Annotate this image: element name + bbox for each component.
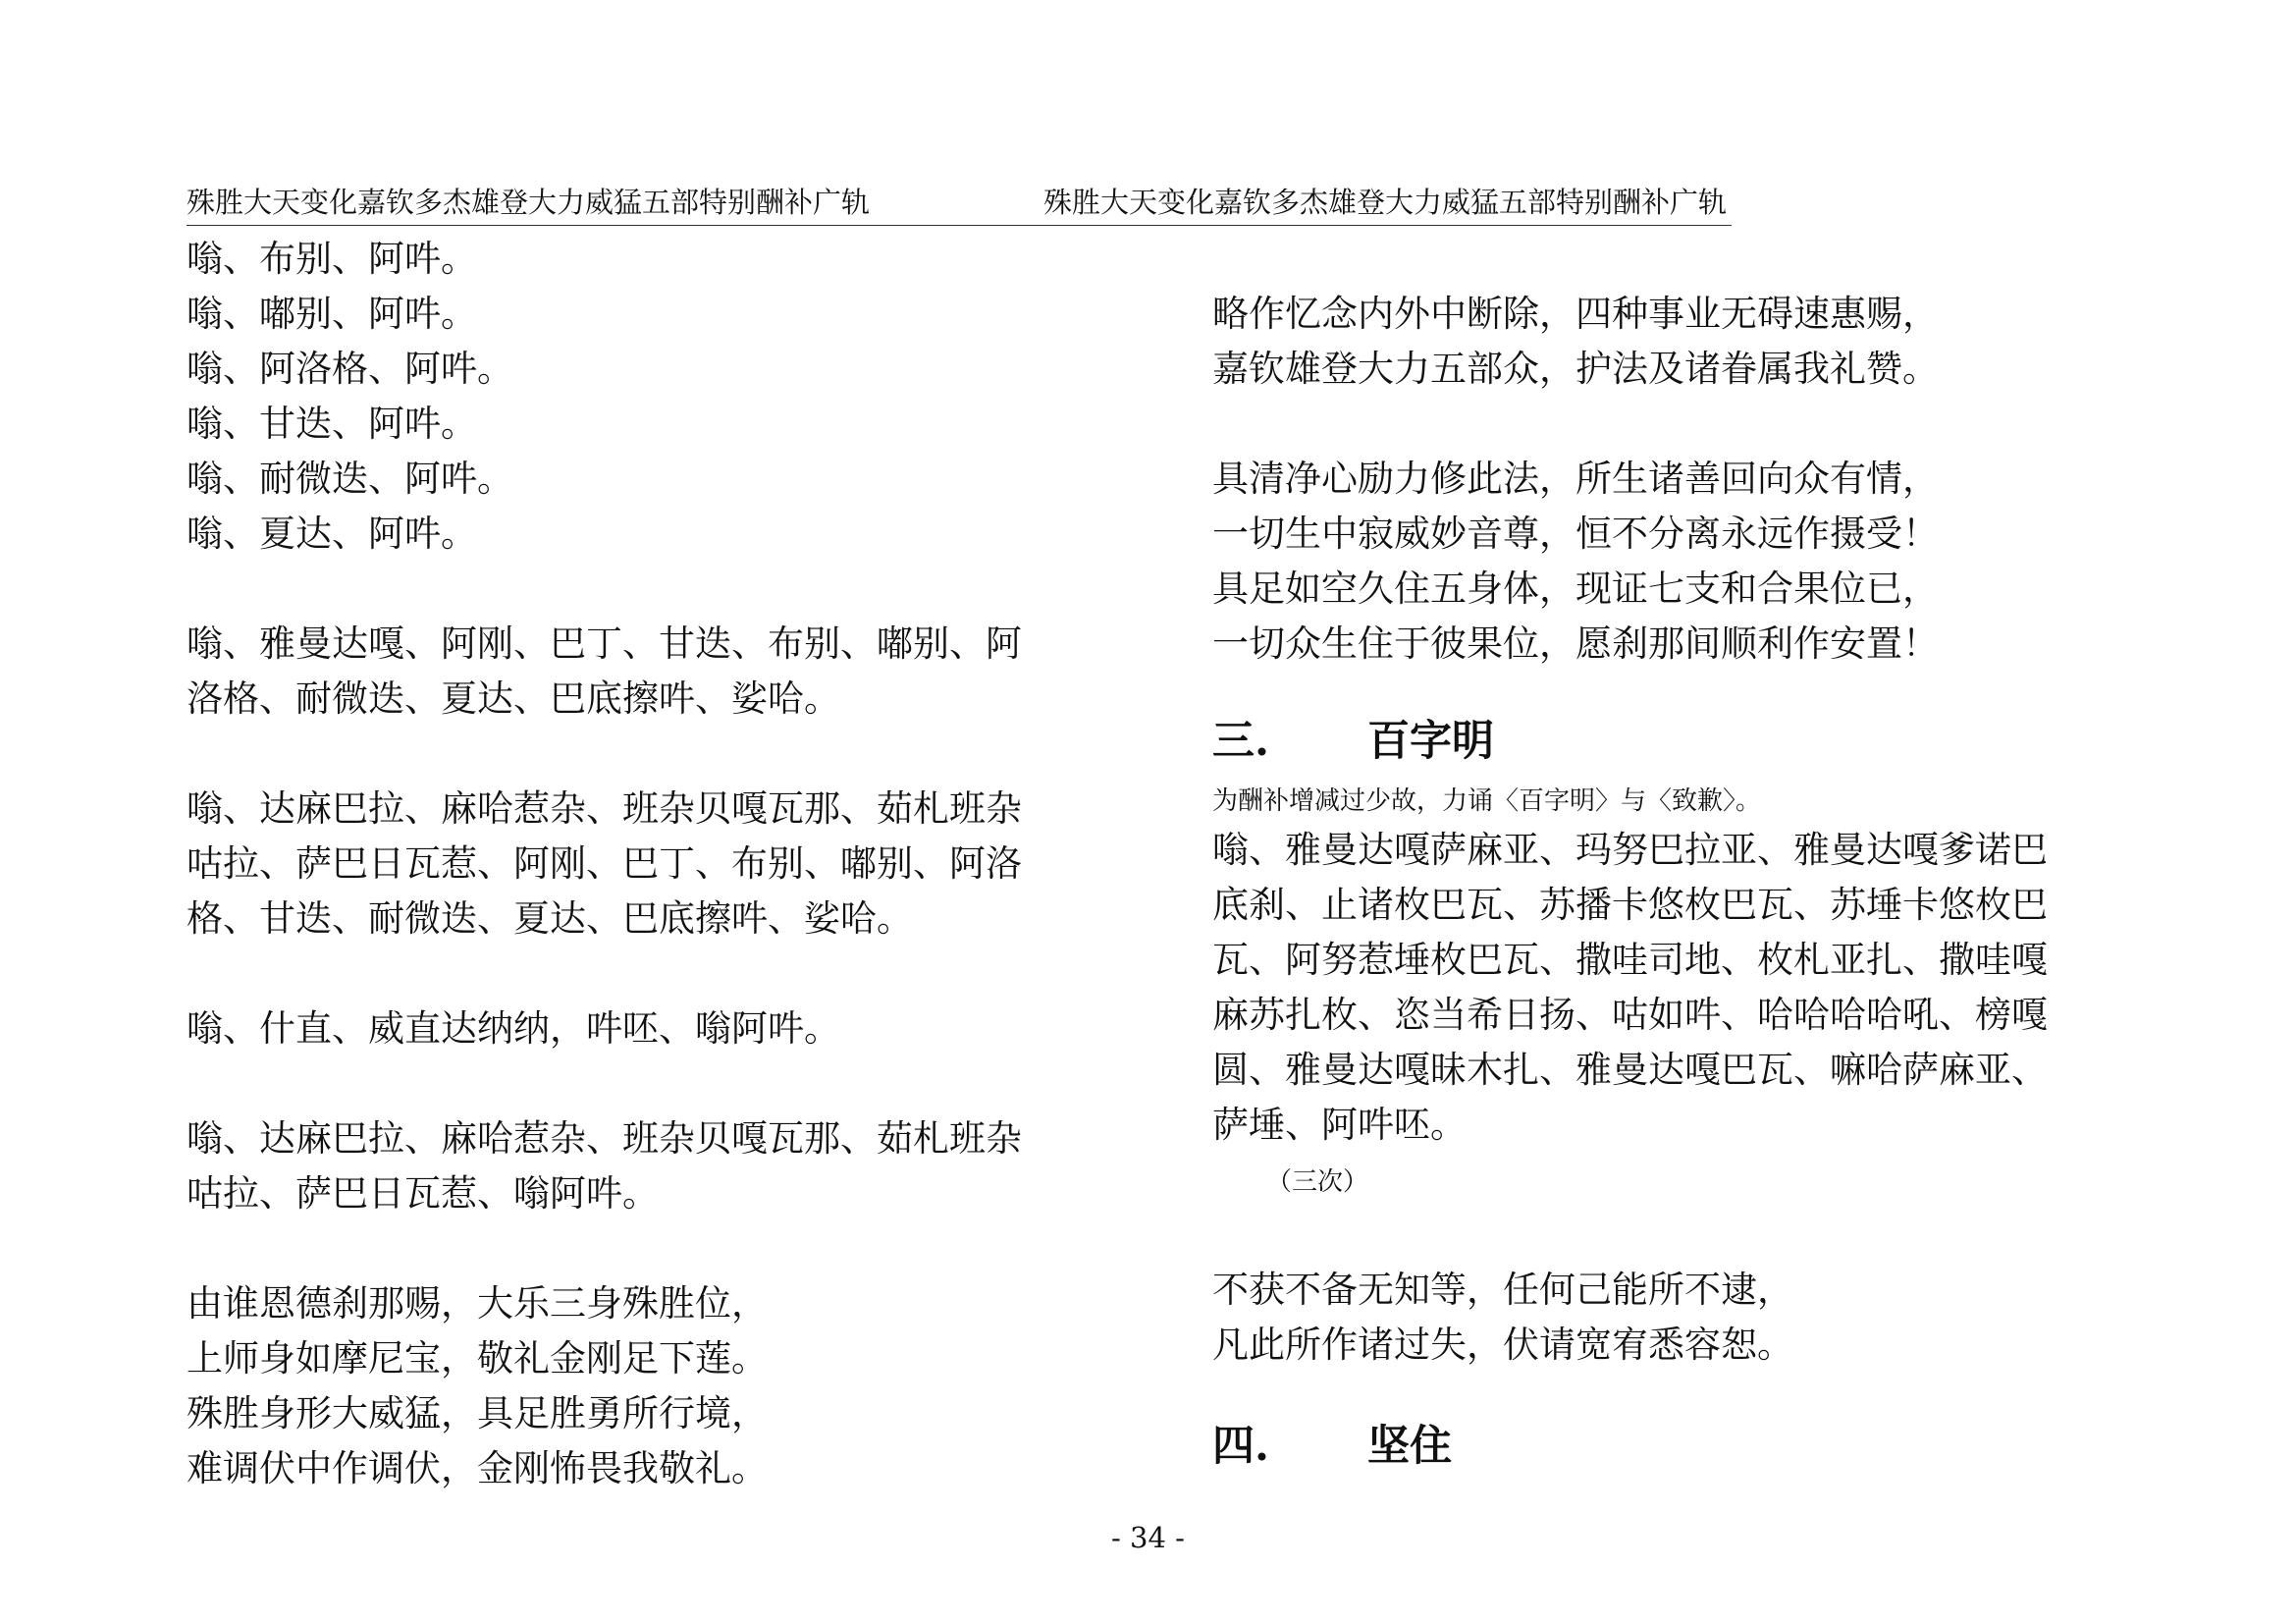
mantra-line: 麻苏扎枚、恣当希日扬、咕如吽、哈哈哈哈吼、榜嘎 [1212,994,2048,1036]
mantra-line: 嗡、布别、阿吽。 [187,238,477,280]
section-title: 百字明 [1367,717,1494,766]
verse-paragraph [1212,452,2135,672]
mantra-line: 咕拉、萨巴日瓦惹、嗡阿吽。 [187,1172,659,1215]
mantra-line: 嗡、雅曼达嘎、阿刚、巴丁、甘迭、布别、嘟别、阿 [187,622,1022,665]
mantra-line: 嗡、阿洛格、阿吽。 [187,348,513,390]
verse-paragraph [1212,1263,2135,1373]
mantra-paragraph [187,1111,1109,1221]
section-number: 三. [1212,717,1269,766]
mantra-line: 嗡、夏达、阿吽。 [187,513,477,555]
right-column [1212,287,2135,1485]
mantra-paragraph [187,782,1109,947]
paragraph-gap [1212,1373,2135,1408]
mantra-line: 洛格、耐微迭、夏达、巴底擦吽、娑哈。 [187,677,840,720]
mantra-line: 格、甘迭、耐微迭、夏达、巴底擦吽、娑哈。 [187,897,913,940]
running-header-left: 殊胜大天变化嘉钦多杰雄登大力威猛五部特别酬补广轨 [187,186,871,219]
left-column [187,232,1109,1496]
verse-line: 上师身如摩尼宝，敬礼金刚足下莲。 [187,1337,768,1380]
mantra-line: 咕拉、萨巴日瓦惹、阿刚、巴丁、布别、嘟别、阿洛 [187,842,1022,885]
verse-line: 殊胜身形大威猛，具足胜勇所行境， [187,1392,768,1434]
short-mantras-block [187,232,1109,562]
verse-line: 嘉钦雄登大力五部众，护法及诸眷属我礼赞。 [1212,348,1939,390]
paragraph-gap [187,562,1109,617]
verse-line: 具清净心励力修此法，所生诸善回向众有情， [1212,458,1939,500]
mantra-paragraph [187,617,1109,727]
mantra-line: 嗡、嘟别、阿吽。 [187,293,477,335]
mantra-line: 萨埵、阿吽呸。 [1212,1104,1467,1146]
verse-line: 具足如空久住五身体，现证七支和合果位已， [1212,568,1939,610]
verse-line: 一切生中寂威妙音尊，恒不分离永远作摄受！ [1212,513,1939,555]
mantra-line: 圆、雅曼达嘎昧木扎、雅曼达嘎巴瓦、嘛哈萨麻亚、 [1212,1049,2048,1091]
paragraph-gap [1212,1212,2135,1263]
mantra-line: 嗡、甘迭、阿吽。 [187,403,477,445]
verse-line: 不获不备无知等，任何己能所不逮， [1212,1269,1793,1311]
section-heading-3 [1212,703,2135,780]
verse-line: 凡此所作诸过失，伏请宽宥悉容恕。 [1212,1324,1793,1366]
verse-line: 难调伏中作调伏，金刚怖畏我敬礼。 [187,1447,768,1489]
mantra-line: 嗡、耐微迭、阿吽。 [187,458,513,500]
verse-line: 略作忆念内外中断除，四种事业无碍速惠赐， [1212,293,1939,335]
mantra-line: 嗡、达麻巴拉、麻哈惹杂、班杂贝嘎瓦那、茹札班杂 [187,787,1022,830]
paragraph-gap [187,1221,1109,1276]
hundred-syllable-mantra [1212,823,2135,1153]
mantra-line: 嗡、达麻巴拉、麻哈惹杂、班杂贝嘎瓦那、茹札班杂 [187,1117,1022,1160]
section-note: 为酬补增减过少故，力诵〈百字明〉与〈致歉〉。 [1212,786,1762,816]
paragraph-gap [187,947,1109,1001]
running-header-right: 殊胜大天变化嘉钦多杰雄登大力威猛五部特别酬补广轨 [1043,186,1728,219]
mantra-paragraph [187,1001,1109,1056]
verse-line: 一切众生住于彼果位，愿刹那间顺利作安置！ [1212,622,1939,665]
page-number: - 34 - [1111,1521,1185,1554]
mantra-line: 嗡、雅曼达嘎萨麻亚、玛努巴拉亚、雅曼达嘎爹诺巴 [1212,829,2048,871]
repeat-note: （三次） [1266,1167,1369,1197]
paragraph-gap [187,1056,1109,1111]
verse-line: 由谁恩德刹那赐，大乐三身殊胜位， [187,1282,768,1325]
verse-paragraph [187,1276,1109,1496]
mantra-line: 底刹、止诸枚巴瓦、苏播卡悠枚巴瓦、苏埵卡悠枚巴 [1212,884,2048,926]
mantra-line: 瓦、阿努惹埵枚巴瓦、撒哇司地、枚札亚扎、撒哇嘎 [1212,939,2048,981]
paragraph-gap [1212,672,2135,703]
verse-paragraph [1212,287,2135,397]
paragraph-gap [187,727,1109,782]
mantra-line: 嗡、什直、威直达纳纳，吽呸、嗡阿吽。 [187,1007,840,1050]
section-heading-4 [1212,1408,2135,1485]
section-title: 坚住 [1367,1422,1452,1471]
header-rule [187,225,1732,226]
paragraph-gap [1212,397,2135,452]
section-number: 四. [1212,1422,1269,1471]
